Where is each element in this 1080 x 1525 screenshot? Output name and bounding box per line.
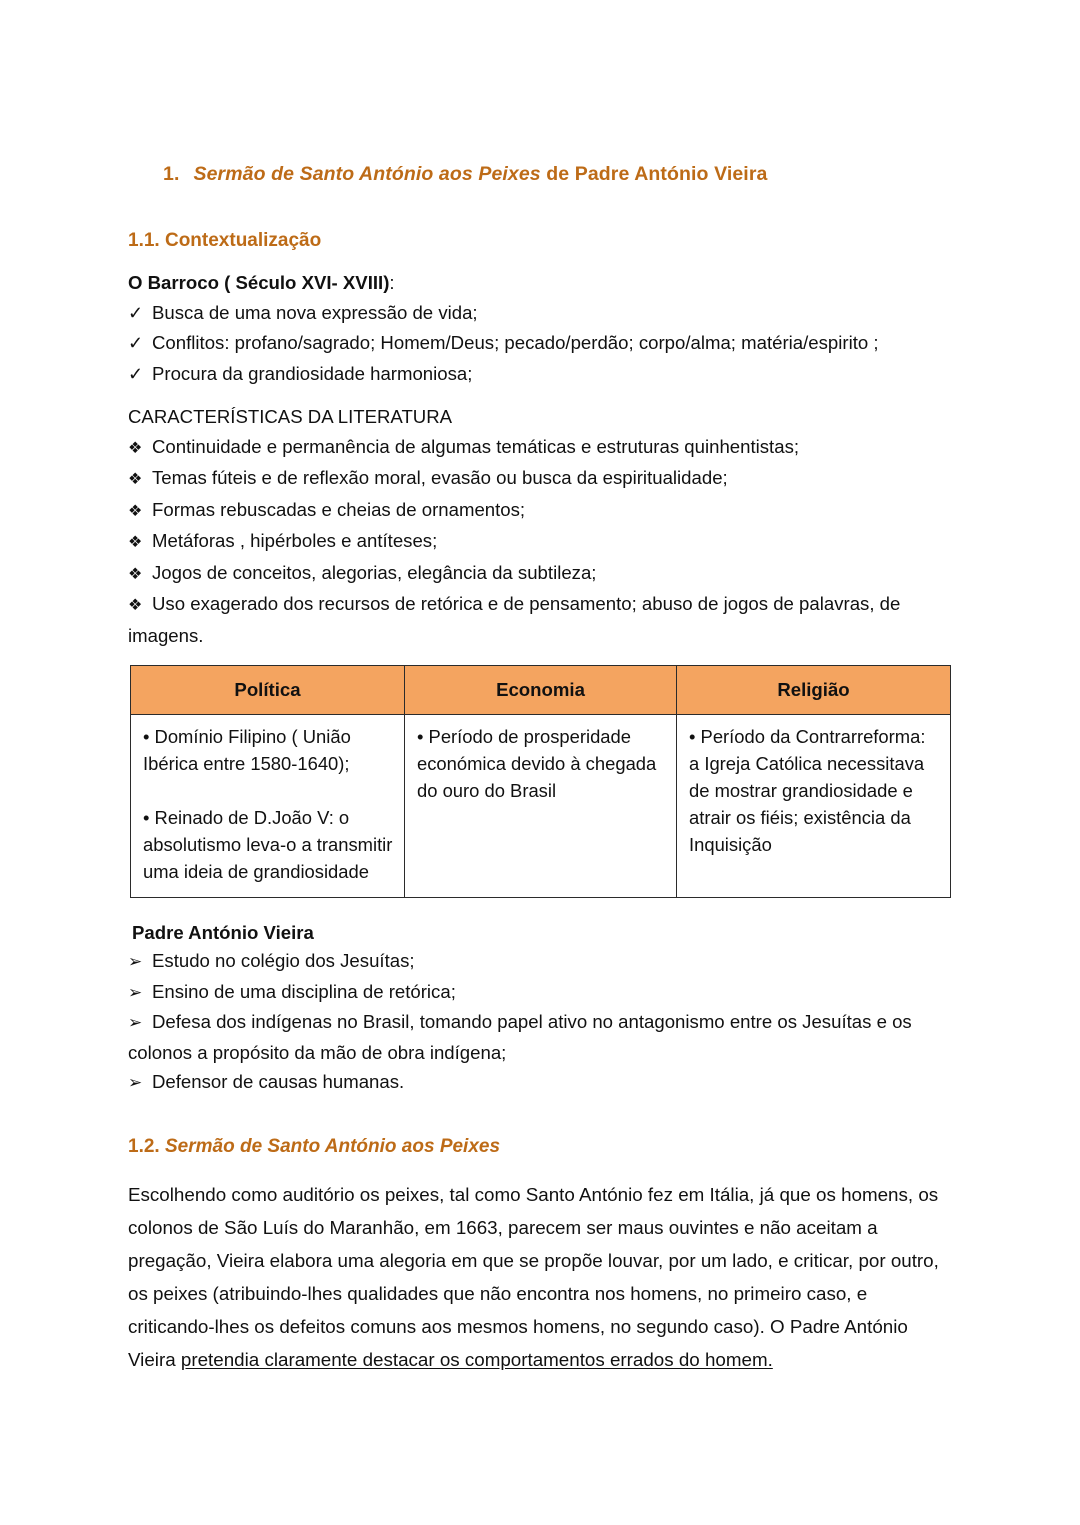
table-cell-paragraph: • Período da Contrarreforma: a Igreja Católica necessitava de mostrar grandiosidade e atrair os fiéis; existência da Inquisição [689,726,926,855]
title-italic-part: Sermão de Santo António aos Peixes [193,163,541,185]
list-item [128,526,966,558]
diamond-bullet-icon: ❖ [128,471,143,488]
arrow-bullet-icon: ➢ [128,982,143,1002]
barroco-lead [128,268,952,298]
title-plain-part: de Padre António Vieira [540,163,768,185]
list-item-label: Continuidade e permanência de algumas temáticas e estruturas quinhentistas; [152,435,800,457]
diamond-bullet-icon: ❖ [128,439,143,457]
list-item [128,589,966,650]
list-item-label: Defesa dos indígenas no Brasil, tomando papel ativo no antagonismo entre os Jesuítas e os colonos a propósito da mão de obra indígena; [128,1011,912,1063]
table-cell-religiao [677,715,951,898]
list-item [128,359,952,390]
list-item-label: Metáforas , hipérboles e antíteses; [152,530,438,551]
list-item-label: Ensino de uma disciplina de retórica; [152,980,456,1002]
section-1-2-paragraph [128,1178,954,1376]
barroco-lead-bold: O Barroco ( Século XVI- XVIII) [128,272,390,293]
check-icon: ✓ [128,363,144,384]
diamond-bullet-icon: ❖ [128,565,143,583]
vieira-heading: Padre António Vieira [132,922,314,943]
table-cell-economia [405,715,677,898]
list-item-label: Estudo no colégio dos Jesuítas; [152,950,415,971]
context-table [130,665,951,898]
vieira-block [132,918,970,948]
list-item-label: Conflitos: profano/sagrado; Homem/Deus; pecado/perdão; corpo/alma; matéria/espirito ; [152,332,879,353]
caracteristicas-block [128,402,966,650]
list-item [128,495,966,527]
vieira-list [128,946,966,1098]
table-header-religiao: Religião [677,666,951,715]
heading-1-1-label: 1.1. Contextualização [128,230,322,251]
table-cell-politica [131,715,405,898]
list-item [128,432,966,464]
barroco-lead-tail: : [389,272,395,293]
arrow-bullet-icon: ➢ [128,1073,143,1092]
list-item-label: Procura da grandiosidade harmoniosa; [152,362,473,384]
table-cell-paragraph: • Reinado de D.João V: o absolutismo leva-o a transmitir uma ideia de grandiosidade [143,807,393,882]
list-item [128,558,966,590]
list-item-label: Busca de uma nova expressão de vida; [152,301,478,323]
list-item-label: Formas rebuscadas e cheias de ornamentos; [152,498,526,520]
list-item-label: Temas fúteis e de reflexão moral, evasão ou busca da espiritualidade; [152,467,728,488]
diamond-bullet-icon: ❖ [128,534,143,551]
table-header-politica: Política [131,666,405,715]
list-item [128,1007,966,1067]
diamond-bullet-icon: ❖ [128,502,143,520]
diamond-bullet-icon: ❖ [128,597,143,614]
table-row [131,715,951,898]
table-cell-paragraph: • Domínio Filipino ( União Ibérica entre 1580-1640); [143,726,351,774]
paragraph-text: Escolhendo como auditório os peixes, tal como Santo António fez em Itália, já que os homens, os colonos de São Luís do Maranhão, em 1663, parecem ser maus ouvintes e não aceitam a pregação, Vieira elabora uma alegoria em que se propõe louvar, por um lado, e criticar, por outro, os peixes (atribuindo-lhes qualidades que não encontra nos homens, no primeiro caso, e criticando-lhes os defeitos comuns aos mesmos homens, no segundo caso). O Padre António Vieira [128,1184,939,1370]
caracteristicas-heading: CARACTERÍSTICAS DA LITERATURA [128,406,453,427]
table-cell-paragraph: • Período de prosperidade económica devido à chegada do ouro do Brasil [417,726,657,801]
barroco-block [128,268,952,389]
arrow-bullet-icon: ➢ [128,952,143,971]
list-item [128,977,966,1008]
page-title [163,163,767,186]
heading-1-2-italic: Sermão de Santo António aos Peixes [164,1136,501,1157]
list-item [128,1067,966,1098]
check-icon: ✓ [128,333,144,353]
list-item-label: Uso exagerado dos recursos de retórica e de pensamento; abuso de jogos de palavras, de imagens. [128,593,901,646]
title-number: 1. [163,163,180,185]
paragraph-underlined-text: pretendia claramente destacar os comportamentos errados do homem. [180,1349,773,1370]
list-item-label: Jogos de conceitos, alegorias, elegância da subtileza; [152,561,597,583]
list-item [128,298,952,329]
list-item [128,328,952,359]
heading-1-1 [128,230,321,252]
list-item [128,946,966,977]
list-item [128,463,966,495]
heading-1-2-number: 1.2. [128,1136,165,1157]
list-item-label: Defensor de causas humanas. [152,1071,405,1092]
context-table-wrapper [130,665,950,898]
heading-1-2 [128,1136,500,1158]
table-header-row [131,666,951,715]
table-header-economia: Economia [405,666,677,715]
check-icon: ✓ [128,302,144,323]
arrow-bullet-icon: ➢ [128,1013,143,1032]
